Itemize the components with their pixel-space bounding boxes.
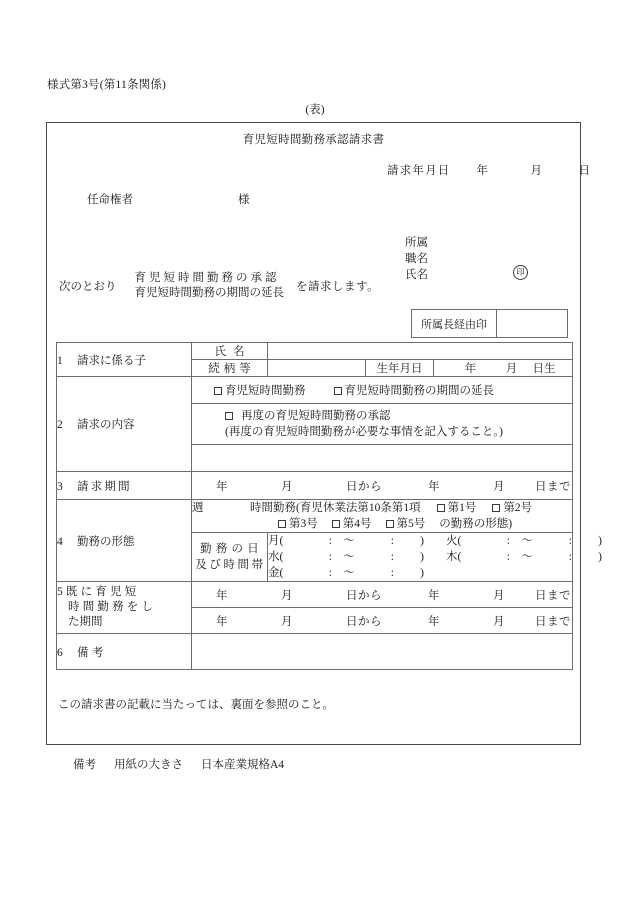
row4-hours-label: 勤務の日 及び時間帯: [192, 533, 268, 582]
row3-label: [57, 472, 192, 500]
checkbox-dai5go[interactable]: [386, 520, 394, 528]
bottom-remark: [73, 756, 284, 772]
option-4-label: 第4号: [342, 518, 372, 530]
row5p1-from-month[interactable]: 月: [281, 589, 294, 602]
form-frame: [46, 122, 602, 745]
row3-from-month[interactable]: 月: [281, 480, 294, 493]
row1-birthdate-label: 生年月日: [366, 360, 434, 377]
row5p2-from-month[interactable]: 月: [281, 615, 294, 628]
checkbox-dai3go[interactable]: [278, 520, 286, 528]
row1-number: 1: [57, 354, 63, 367]
form-number: 様式第3号(第11条関係): [47, 79, 167, 91]
checkbox-3-label: 再度の育児短時間勤務の承認: [241, 410, 391, 422]
row1-name-label: 氏名: [192, 343, 268, 360]
row5p2-from-day[interactable]: 日から: [346, 615, 383, 628]
row2-free-text[interactable]: [192, 445, 573, 472]
applicant-block: [405, 235, 428, 283]
row4-label: [57, 500, 192, 582]
row5p2-to-month[interactable]: 月: [493, 615, 506, 628]
row5p1-to-month[interactable]: 月: [493, 589, 506, 602]
request-sentence: [59, 271, 379, 301]
row5-period-2-value[interactable]: [192, 608, 573, 634]
hours-slot-thu[interactable]: 木( : 〜 : ): [446, 551, 602, 563]
row6-label-text: 備考: [77, 646, 107, 659]
row5p1-from-year[interactable]: 年: [216, 589, 229, 602]
applicant-affiliation[interactable]: 所属: [405, 237, 428, 249]
row5p2-to-day[interactable]: 日まで: [535, 615, 572, 628]
checkbox-dai1go[interactable]: [437, 504, 445, 512]
row2-checkbox-line-1: [192, 377, 573, 404]
row5p1-to-year[interactable]: 年: [428, 589, 441, 602]
applicant-job-title[interactable]: 職名: [405, 253, 428, 265]
table-row-request-period: [57, 472, 573, 500]
row1-label: [57, 343, 192, 377]
row2-checkbox-line-2: [192, 404, 573, 445]
checkbox-kikan-encho[interactable]: [334, 387, 342, 395]
birth-year[interactable]: 年: [464, 363, 477, 375]
row6-label: [57, 634, 192, 670]
bottom-remark-key: 用紙の大きさ: [114, 759, 183, 771]
table-row-remarks: [57, 634, 573, 670]
seal-icon: 印: [513, 265, 528, 280]
via-seal-box: [411, 309, 568, 338]
document-title: 育児短時間勤務承認請求書: [242, 134, 385, 146]
hours-line-3: [268, 565, 572, 581]
hours-line-1: [268, 533, 602, 549]
row4-hours-value[interactable]: [268, 533, 602, 582]
checkbox-3-note: (再度の育児短時間勤務が必要な事情を記入すること。): [225, 426, 503, 438]
row1-relation-value[interactable]: [268, 360, 366, 377]
row3-label-text: 請求期間: [77, 480, 132, 493]
checkbox-2-label: 育児短時間勤務の期間の延長: [344, 385, 494, 397]
applicant-name[interactable]: 氏名: [405, 269, 428, 281]
hours-slot-tue[interactable]: 火( : 〜 : ): [446, 535, 602, 547]
row4-work-type-value: [192, 500, 573, 533]
appointer-honorific: 様: [238, 194, 250, 206]
checkbox-saido-shonin[interactable]: [225, 412, 233, 420]
row5p1-from-day[interactable]: 日から: [346, 589, 383, 602]
row2-label-text: 請求の内容: [77, 419, 135, 431]
row3-to-year[interactable]: 年: [428, 480, 441, 493]
row1-name-value[interactable]: [268, 343, 573, 360]
option-5-label: 第5号: [396, 518, 426, 530]
request-option-1[interactable]: 育児短時間勤務の承認: [134, 272, 280, 284]
row3-from-year[interactable]: 年: [216, 480, 229, 493]
option-3-label: 第3号: [289, 518, 318, 530]
row3-from-day[interactable]: 日から: [346, 480, 383, 493]
table-row-work-type: [57, 500, 573, 533]
frame-note: この請求書の記載に当たっては、裏面を参照のこと。: [58, 699, 334, 711]
table-row-content-a: [57, 377, 573, 404]
hours-line-2: [268, 549, 602, 565]
row1-relation-label: 続柄等: [192, 360, 268, 377]
via-seal-caption: 所属長経由印: [412, 310, 497, 337]
side-label: (表): [305, 104, 325, 116]
option-1-label: 第1号: [447, 502, 477, 514]
row5-label: 5既に育児短 時間勤務をし た期間: [57, 582, 192, 634]
hours-slot-mon[interactable]: 月( : 〜 : ): [268, 535, 424, 547]
appointer-label: 任命権者: [87, 194, 133, 206]
row3-number: 3: [57, 480, 63, 493]
row4-number: 4: [57, 535, 63, 548]
row5-number: 5: [57, 586, 66, 598]
checkbox-dai2go[interactable]: [492, 504, 500, 512]
hours-slot-fri[interactable]: 金( : 〜 : ): [268, 567, 424, 579]
row3-to-day[interactable]: 日まで: [535, 480, 572, 493]
hours-text[interactable]: 時間勤務(育児休業法第10条第1項: [250, 502, 421, 514]
claim-date-row: [387, 162, 590, 178]
appointer-row: [87, 191, 250, 207]
row5p1-to-day[interactable]: 日まで: [535, 589, 572, 602]
table-row-past-period-1: [57, 582, 573, 608]
week-label: 週: [192, 502, 204, 514]
birth-day[interactable]: 日生: [532, 363, 556, 375]
request-lead: 次のとおり: [59, 281, 117, 293]
bottom-remark-label: 備考: [73, 759, 96, 771]
table-row-child: [57, 343, 573, 360]
row1-birthdate-value[interactable]: [434, 360, 573, 377]
claim-date-label: 請求年月日: [387, 165, 451, 177]
row2-label: [57, 377, 192, 472]
row3-period-value[interactable]: [192, 472, 573, 500]
row1-label-text: 請求に係る子: [77, 354, 146, 367]
row5-period-1-value[interactable]: [192, 582, 573, 608]
bottom-remark-value: 日本産業規格A4: [201, 759, 285, 771]
option-suffix: の勤務の形態): [439, 518, 513, 530]
checkbox-dai4go[interactable]: [332, 520, 340, 528]
row3-to-month[interactable]: 月: [493, 480, 506, 493]
request-option-2[interactable]: 育児短時間勤務の期間の延長: [134, 287, 284, 299]
claim-date-year[interactable]: 年: [476, 165, 488, 177]
row4-label-text: 勤務の形態: [77, 535, 135, 548]
row5p2-to-year[interactable]: 年: [428, 615, 441, 628]
row6-value[interactable]: [192, 634, 573, 670]
row2-number: 2: [57, 419, 63, 431]
checkbox-ikuji-tanjikan[interactable]: [214, 387, 222, 395]
request-tail: を請求します。: [296, 281, 380, 293]
option-2-label: 第2号: [503, 502, 533, 514]
main-table: [56, 342, 602, 670]
row6-number: 6: [57, 646, 63, 659]
hours-slot-wed[interactable]: 水( : 〜 : ): [268, 551, 424, 563]
claim-date-month[interactable]: 月: [530, 165, 542, 177]
claim-date-day[interactable]: 日: [578, 165, 590, 177]
checkbox-1-label: 育児短時間勤務: [225, 385, 306, 397]
row5p2-from-year[interactable]: 年: [216, 615, 229, 628]
birth-month[interactable]: 月: [505, 363, 518, 375]
via-seal-value[interactable]: [497, 310, 567, 337]
